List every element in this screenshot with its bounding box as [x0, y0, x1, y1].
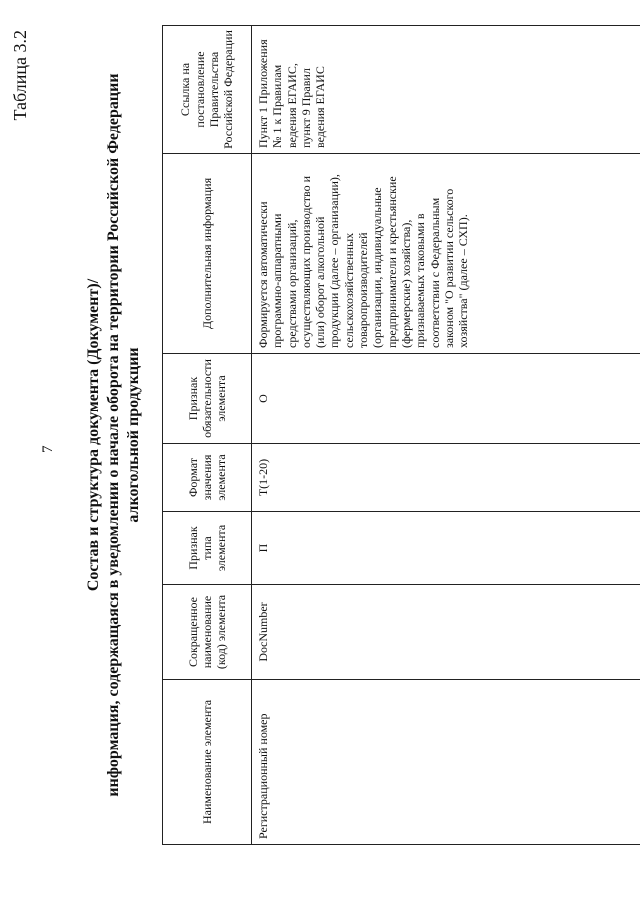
table-row	[252, 26, 640, 845]
table-header-row	[163, 26, 252, 845]
cell-additional-info: Формируется автоматически программно-аппаратными средствами организаций, осуществляющих производство и (или) оборот алкогольной продукции (далее – организации), сельскохозяйственных товаропроизводителей (организации, индивидуальные предприниматели и крестьянские (фермерские) хозяйства), признаваемых таковыми в соответствии с Федеральным законом "О развитии сельского хозяйства" (далее – СХП).	[252, 154, 640, 354]
cell-element-type: П	[252, 512, 640, 585]
title-line: алкогольной продукции	[125, 347, 142, 523]
cell-regulation-reference: Пункт 1 Приложения № 1 к Правилам ведения ЕГАИС, пункт 9 Правил ведения ЕГАИС	[252, 26, 640, 154]
header-element-name: Наименование элемента	[163, 680, 252, 845]
table-label: Таблица 3.2	[10, 30, 30, 121]
structure-table	[162, 25, 640, 845]
header-regulation-reference: Ссылка на постановление Правительства Российской Федерации	[163, 26, 252, 154]
cell-element-name: Регистрационный номер	[252, 680, 640, 845]
title-line: информация, содержащаяся в уведомлении о начале оборота на территории Российской Федерации	[105, 73, 122, 797]
document-title	[84, 55, 144, 815]
page-number: 7	[40, 445, 56, 453]
header-element-code: Сокращенное наименование (код) элемента	[163, 585, 252, 680]
cell-required-flag: О	[252, 354, 640, 444]
header-required-flag: Признак обязательности элемента	[163, 354, 252, 444]
header-value-format: Формат значения элемента	[163, 444, 252, 512]
cell-element-code: DocNumber	[252, 585, 640, 680]
title-line: Состав и структура документа (Документ)/	[85, 278, 102, 592]
header-additional-info: Дополнительная информация	[163, 154, 252, 354]
cell-value-format: Т(1-20)	[252, 444, 640, 512]
header-element-type: Признак типа элемента	[163, 512, 252, 585]
